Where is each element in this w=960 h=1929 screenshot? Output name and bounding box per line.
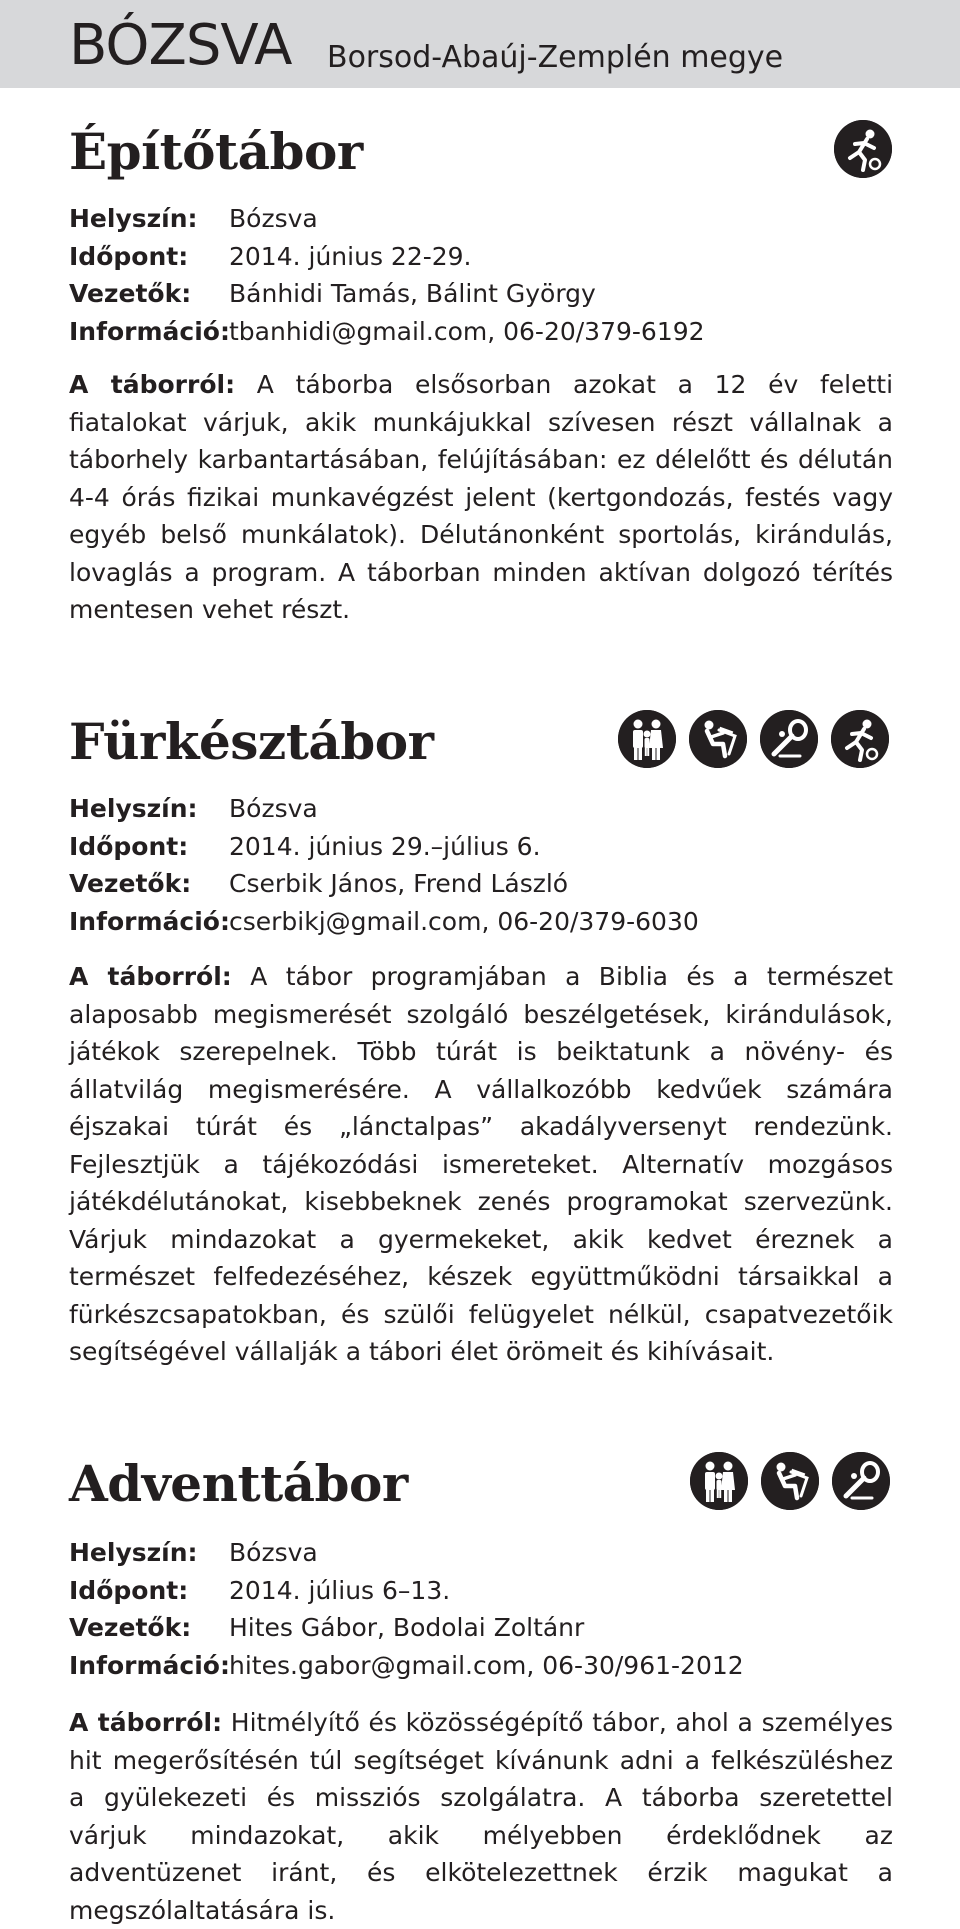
date-label: Időpont: [69, 1575, 189, 1605]
family-icon [618, 710, 676, 768]
bible-study-icon [689, 710, 747, 768]
location-row [69, 790, 699, 828]
about-text: A táborba elsősorban azokat a 12 év feletti fiatalokat várjuk, akik munkájukkal szívesen részt vállalnak a táborhely karbantartásában, felújításában: ez délelőtt és délután 4-4 órás fizikai munkavégzést jelent (kertgondozás, festés vagy egyéb belső munkálatok). Délutánonként sportolás, kirándulás, lovaglás a program. A táborban minden aktívan dolgozó térítés mentesen vehet részt. [69, 370, 894, 624]
leaders-row [69, 865, 699, 903]
location-label: Helyszín: [69, 794, 198, 823]
leaders-label: Vezetők: [69, 279, 192, 308]
activity-icons [690, 1452, 890, 1516]
camp-title: Fürkésztábor [69, 712, 434, 771]
camp-description [69, 1704, 893, 1929]
location-row [69, 1534, 744, 1572]
leaders-value: Bánhidi Tamás, Bálint György [229, 279, 596, 308]
location-value: Bózsva [229, 204, 318, 233]
date-value: 2014. június 29.–július 6. [229, 831, 541, 861]
camp-details [69, 200, 705, 350]
camp-details [69, 790, 699, 940]
bible-study-icon [761, 1452, 819, 1510]
activity-icons [834, 120, 892, 184]
info-label: Információ: [69, 906, 230, 936]
sport-running-icon [831, 710, 889, 768]
info-row [69, 903, 699, 941]
leaders-value: Cserbik János, Frend László [229, 869, 569, 898]
camp-title: Építőtábor [69, 122, 363, 181]
sport-running-icon [834, 120, 892, 178]
about-text: Hitmélyítő és közösségépítő tábor, ahol a személyes hit megerősítésén túl segítséget kívánunk adni a felkészüléshez a gyülekezeti és missziós szolgálatra. A táborba szeretettel várjuk mindazokat, akik mélyebben érdeklődnek az adventüzenet iránt, és elkötelezettnek érzik magukat a megszólaltatására is. [69, 1708, 893, 1925]
camp-description [69, 366, 893, 629]
location-label: Helyszín: [69, 204, 198, 233]
info-value: hites.gabor@gmail.com, 06-30/961-2012 [229, 1650, 744, 1680]
date-row [69, 238, 705, 276]
activity-icons [618, 710, 889, 774]
leaders-label: Vezetők: [69, 869, 192, 898]
about-label: A táborról: [69, 962, 232, 991]
camp-details [69, 1534, 744, 1684]
about-text: A tábor programjában a Biblia és a természet alaposabb megismerését szolgáló beszélgetések, kirándulások, játékok szerepelnek. Több túrát is beiktatunk a növény- és állatvilág megismerésére. A vállalkozóbb kedvűek számára éjszakai túrát és „lánctalpas” akadályversenyt rendezünk. Fejlesztjük a tájékozódási ismereteket. Alternatív mozgásos játékdélutánokat, kisebbeknek zenés programokat szervezünk. Várjuk mindazokat a gyermekeket, akik kedvet éreznek a természet felfedezéséhez, készek együttműködni társaikkal a fürkészcsapatokban, és szülői felügyelet nélkül, csapatvezetőik segítségével vállalják a tábori élet örömeit és kihívásait. [69, 962, 893, 1366]
about-label: A táborról: [69, 1708, 223, 1737]
location-label: Helyszín: [69, 1538, 198, 1567]
location-row [69, 200, 705, 238]
date-value: 2014. július 6–13. [229, 1575, 451, 1605]
date-row [69, 1572, 744, 1610]
family-icon [690, 1452, 748, 1510]
info-label: Információ: [69, 1650, 230, 1680]
leaders-row [69, 1609, 744, 1647]
info-row [69, 313, 705, 351]
leaders-value: Hites Gábor, Bodolai Zoltánr [229, 1613, 585, 1642]
location-value: Bózsva [229, 1538, 318, 1567]
place-name: BÓZSVA [69, 13, 292, 78]
leaders-row [69, 275, 705, 313]
date-value: 2014. június 22-29. [229, 241, 472, 271]
info-value: tbanhidi@gmail.com, 06-20/379-6192 [229, 316, 705, 346]
camp-title: Adventtábor [69, 1454, 408, 1513]
date-label: Időpont: [69, 831, 189, 861]
discussion-icon [832, 1452, 890, 1510]
leaders-label: Vezetők: [69, 1613, 192, 1642]
info-label: Információ: [69, 316, 230, 346]
page-header [0, 0, 960, 88]
info-row [69, 1647, 744, 1685]
date-row [69, 828, 699, 866]
location-value: Bózsva [229, 794, 318, 823]
discussion-icon [760, 710, 818, 768]
county-name: Borsod-Abaúj-Zemplén megye [327, 40, 784, 75]
date-label: Időpont: [69, 241, 189, 271]
camp-description [69, 958, 893, 1371]
info-value: cserbikj@gmail.com, 06-20/379-6030 [229, 906, 699, 936]
about-label: A táborról: [69, 370, 236, 399]
